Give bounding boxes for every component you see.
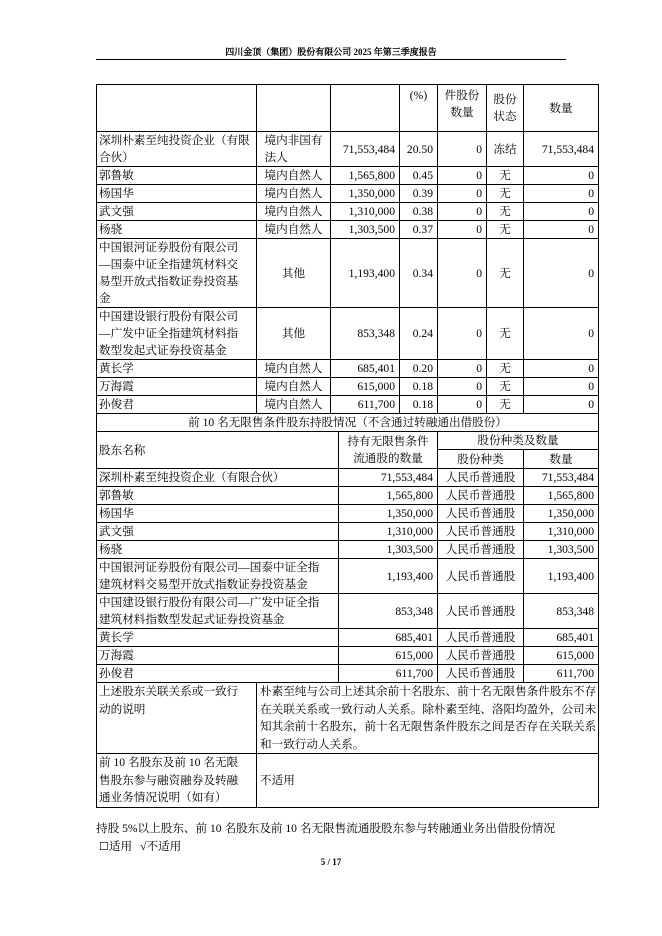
unchecked-box-icon: ☐ [99, 840, 109, 853]
shareholder-nature [257, 132, 331, 167]
header-cell-blank [97, 85, 257, 132]
unrestricted-shareholder-row [97, 541, 599, 559]
page-number: 5 / 17 [320, 857, 342, 867]
shareholder-name: 杨国华 [97, 185, 257, 203]
shares-held: 71,553,484 [331, 132, 400, 167]
shareholder-name: 武文强 [97, 203, 257, 221]
shareholder-name: 杨骁 [97, 541, 339, 559]
shareholder-name: 黄长学 [97, 629, 339, 647]
share-type: 人民币普通股 [438, 647, 524, 665]
shareholder-row [97, 396, 599, 414]
share-quantity: 1,193,400 [524, 559, 599, 594]
unrestricted-shareholder-row [97, 487, 599, 505]
header-quantity: 数量 [524, 450, 599, 469]
share-type: 人民币普通股 [438, 469, 524, 487]
shareholder-name: 武文强 [97, 523, 339, 541]
restricted-shares: 0 [438, 239, 487, 308]
applicability-options [99, 838, 181, 855]
shareholder-nature-text: 境内自然人 [264, 398, 323, 411]
unrestricted-shares: 1,565,800 [339, 487, 438, 505]
restricted-shares: 0 [438, 360, 487, 378]
table-header-row [97, 85, 599, 132]
unrestricted-shares: 71,553,484 [339, 469, 438, 487]
shareholder-row [97, 378, 599, 396]
status-quantity: 0 [524, 167, 599, 185]
shares-held: 685,401 [331, 360, 400, 378]
share-quantity: 1,565,800 [524, 487, 599, 505]
unrestricted-shareholders-table [96, 431, 599, 683]
header-quantity: 数量 [524, 85, 599, 132]
shareholder-nature [257, 360, 331, 378]
status-quantity: 0 [524, 308, 599, 360]
shareholder-name: 深圳朴素至纯投资企业（有限合伙） [97, 469, 339, 487]
restricted-shares: 0 [438, 396, 487, 414]
share-status: 无 [487, 378, 524, 396]
restricted-shares: 0 [438, 221, 487, 239]
shareholder-nature-text: 境内自然人 [264, 362, 323, 375]
unrestricted-shareholder-row [97, 523, 599, 541]
holding-percentage: 0.20 [400, 360, 438, 378]
holding-percentage: 0.24 [400, 308, 438, 360]
shareholder-name: 孙俊君 [97, 396, 257, 414]
shareholder-name: 万海霞 [97, 647, 339, 665]
notes-table [96, 682, 599, 808]
status-quantity: 0 [524, 221, 599, 239]
shares-held: 1,303,500 [331, 221, 400, 239]
unrestricted-shares: 611,700 [339, 665, 438, 683]
share-status: 冻结 [487, 132, 524, 167]
header-share-type-and-quantity: 股份种类及数量 [438, 432, 599, 450]
shareholder-name: 中国银河证券股份有限公司—国泰中证全指 建筑材料交易型开放式指数证券投资基金 [97, 559, 339, 594]
share-quantity: 615,000 [524, 647, 599, 665]
unrestricted-shareholder-row [97, 647, 599, 665]
shares-held: 1,193,400 [331, 239, 400, 308]
unrestricted-shares: 685,401 [339, 629, 438, 647]
holding-percentage: 0.39 [400, 185, 438, 203]
shares-held: 853,348 [331, 308, 400, 360]
shareholder-nature [257, 167, 331, 185]
table-header-row [97, 432, 599, 450]
restricted-shares: 0 [438, 132, 487, 167]
unrestricted-shareholder-row [97, 665, 599, 683]
shareholder-nature [257, 185, 331, 203]
restricted-shares: 0 [438, 203, 487, 221]
share-quantity: 71,553,484 [524, 469, 599, 487]
shareholder-name: 黄长学 [97, 360, 257, 378]
securities-lending-title: 持股 5%以上股东、前 10 名股东及前 10 名无限售流通股股东参与转融通业务出借股份情况 [96, 822, 555, 835]
shareholder-nature [257, 239, 331, 308]
shareholder-row [97, 308, 599, 360]
shares-held: 615,000 [331, 378, 400, 396]
share-status: 无 [487, 239, 524, 308]
status-quantity: 0 [524, 185, 599, 203]
share-type: 人民币普通股 [438, 629, 524, 647]
shares-held: 1,310,000 [331, 203, 400, 221]
unrestricted-shares: 853,348 [339, 594, 438, 629]
shares-held: 611,700 [331, 396, 400, 414]
shareholder-row [97, 360, 599, 378]
share-quantity: 1,310,000 [524, 523, 599, 541]
shareholder-row [97, 132, 599, 167]
shareholder-name: 深圳朴素至纯投资企业（有限 合伙） [97, 132, 257, 167]
unrestricted-shareholder-row [97, 469, 599, 487]
header-cell-blank [257, 85, 331, 132]
shareholder-nature-text: 其他 [281, 266, 306, 280]
share-type: 人民币普通股 [438, 559, 524, 594]
shareholder-row [97, 167, 599, 185]
header-share-type: 股份种类 [438, 450, 524, 469]
status-quantity: 71,553,484 [524, 132, 599, 167]
margin-trading-note-value: 不适用 [257, 754, 599, 808]
share-quantity: 685,401 [524, 629, 599, 647]
shareholder-row [97, 185, 599, 203]
section-title-row [97, 414, 599, 432]
share-status: 无 [487, 167, 524, 185]
shareholder-nature [257, 308, 331, 360]
relation-note-label: 上述股东关联关系或一致行 动的说明 [97, 683, 257, 754]
share-type: 人民币普通股 [438, 665, 524, 683]
header-restricted-shares: 件股份 数量 [438, 85, 487, 132]
unrestricted-section-title-table [96, 413, 599, 432]
restricted-shares: 0 [438, 167, 487, 185]
shareholder-nature-text: 境内非国有 法人 [264, 134, 323, 164]
shareholder-nature [257, 378, 331, 396]
relation-note-row [97, 683, 599, 754]
holding-percentage: 0.37 [400, 221, 438, 239]
holding-percentage: 0.34 [400, 239, 438, 308]
holding-percentage: 0.45 [400, 167, 438, 185]
holding-percentage: 0.18 [400, 378, 438, 396]
shareholder-nature-text: 境内自然人 [264, 223, 323, 236]
shareholder-nature-text: 境内自然人 [264, 187, 323, 200]
margin-trading-note-label: 前 10 名股东及前 10 名无限 售股东参与融资融券及转融 通业务情况说明（如有） [97, 754, 257, 808]
shareholder-nature-text: 其他 [281, 327, 306, 340]
share-quantity: 1,350,000 [524, 505, 599, 523]
shareholder-name: 孙俊君 [97, 665, 339, 683]
share-quantity: 1,303,500 [524, 541, 599, 559]
shareholder-nature-text: 境内自然人 [264, 169, 323, 182]
shareholder-name: 万海霞 [97, 378, 257, 396]
shareholder-nature [257, 203, 331, 221]
shareholder-name: 郭鲁敏 [97, 167, 257, 185]
holding-percentage: 0.18 [400, 396, 438, 414]
unrestricted-shares: 615,000 [339, 647, 438, 665]
option-not-applicable-label: 不适用 [146, 840, 182, 853]
unrestricted-shareholder-row [97, 629, 599, 647]
header-percentage: (%) [400, 85, 438, 132]
relation-note-text: 朴素至纯与公司上述其余前十名股东、前十名无限售条件股东不存 在关联关系或一致行动人关系。除朴素至纯、洛阳均盈外，公司未 知其余前十名股东，前十名无限售条件股东之间是否存在关联关系 和一致行动人关系。 [257, 683, 599, 754]
shares-held: 1,565,800 [331, 167, 400, 185]
option-applicable-label: 适用 [108, 840, 133, 853]
shareholder-name: 中国建设银行股份有限公司—广发中证全指 建筑材料指数型发起式证券投资基金 [97, 594, 339, 629]
share-quantity: 853,348 [524, 594, 599, 629]
header-unrestricted-shares: 持有无限售条件 流通股的数量 [339, 432, 438, 469]
unrestricted-shares: 1,193,400 [339, 559, 438, 594]
share-status: 无 [487, 308, 524, 360]
check-mark-icon: √ [140, 840, 147, 853]
holding-percentage: 20.50 [400, 132, 438, 167]
share-status: 无 [487, 203, 524, 221]
share-status: 无 [487, 221, 524, 239]
shareholder-nature-text: 境内自然人 [264, 380, 323, 393]
shareholder-name: 杨骁 [97, 221, 257, 239]
share-status: 无 [487, 360, 524, 378]
unrestricted-section-title: 前 10 名无限售条件股东持股情况（不含通过转融通出借股份） [97, 414, 599, 432]
share-type: 人民币普通股 [438, 505, 524, 523]
top-ten-shareholders-table [96, 84, 599, 414]
share-type: 人民币普通股 [438, 523, 524, 541]
restricted-shares: 0 [438, 185, 487, 203]
share-type: 人民币普通股 [438, 541, 524, 559]
shareholder-nature [257, 221, 331, 239]
shareholder-name: 郭鲁敏 [97, 487, 339, 505]
status-quantity: 0 [524, 378, 599, 396]
share-quantity: 611,700 [524, 665, 599, 683]
status-quantity: 0 [524, 396, 599, 414]
share-type: 人民币普通股 [438, 487, 524, 505]
shareholder-row [97, 203, 599, 221]
shareholder-tables [96, 84, 598, 808]
restricted-shares: 0 [438, 378, 487, 396]
status-quantity: 0 [524, 360, 599, 378]
share-type: 人民币普通股 [438, 594, 524, 629]
shareholder-nature [257, 396, 331, 414]
unrestricted-shares: 1,310,000 [339, 523, 438, 541]
shareholder-nature-text: 境内自然人 [264, 205, 323, 218]
shareholder-name: 中国建设银行股份有限公司 —广发中证全指建筑材料指 数型发起式证券投资基金 [97, 308, 257, 360]
shareholder-name: 中国银河证券股份有限公司 —国泰中证全指建筑材料交 易型开放式指数证券投资基 金 [97, 239, 257, 308]
status-quantity: 0 [524, 239, 599, 308]
report-header-title: 四川金顶（集团）股份有限公司 2025 年第三季度报告 [96, 45, 566, 60]
shareholder-row [97, 239, 599, 308]
shares-held: 1,350,000 [331, 185, 400, 203]
share-status: 无 [487, 185, 524, 203]
share-status: 无 [487, 396, 524, 414]
shareholder-name: 杨国华 [97, 505, 339, 523]
margin-trading-note-row [97, 754, 599, 808]
holding-percentage: 0.38 [400, 203, 438, 221]
header-share-status: 股份 状态 [487, 85, 524, 132]
restricted-shares: 0 [438, 308, 487, 360]
unrestricted-shares: 1,303,500 [339, 541, 438, 559]
unrestricted-shares: 1,350,000 [339, 505, 438, 523]
unrestricted-shareholder-row [97, 594, 599, 629]
unrestricted-shareholder-row [97, 505, 599, 523]
status-quantity: 0 [524, 203, 599, 221]
header-shareholder-name: 股东名称 [97, 432, 339, 469]
header-cell-blank [331, 85, 400, 132]
unrestricted-shareholder-row [97, 559, 599, 594]
shareholder-row [97, 221, 599, 239]
